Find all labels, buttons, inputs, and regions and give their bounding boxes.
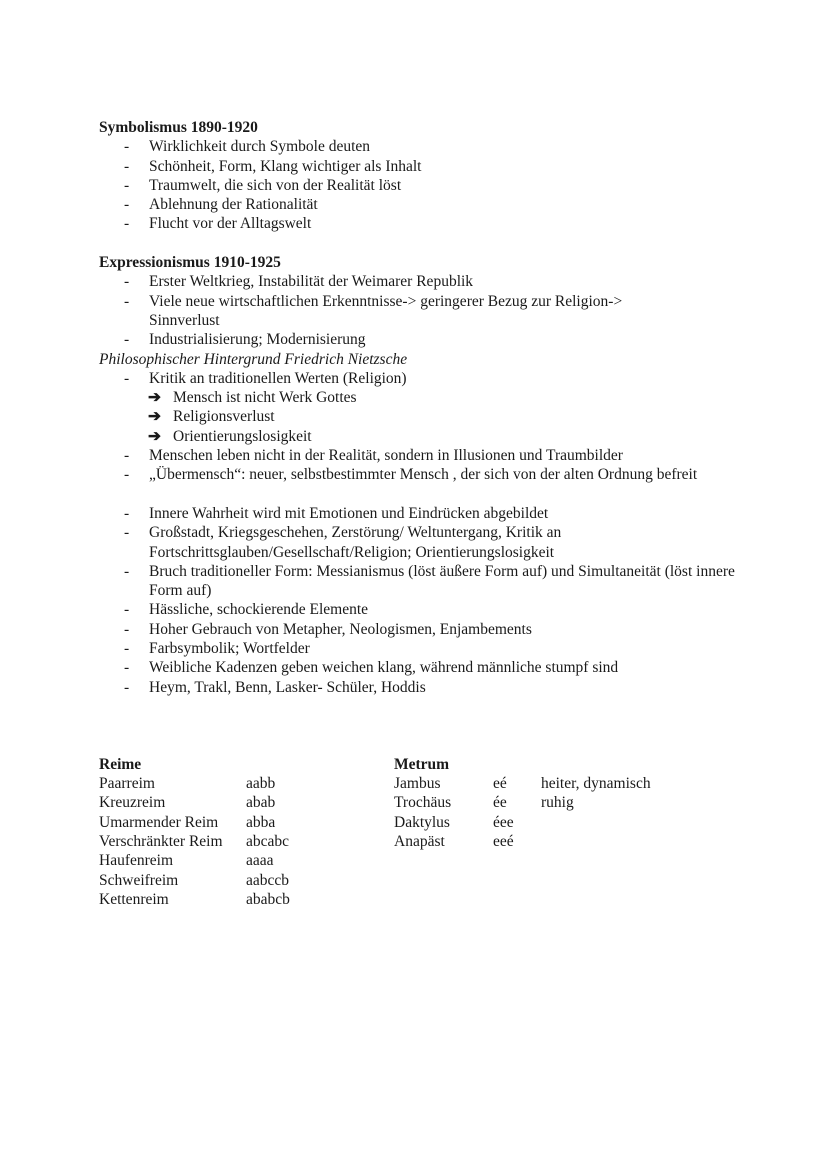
list-item xyxy=(99,369,739,388)
list-item xyxy=(99,195,739,214)
bullet-dash: - xyxy=(124,369,130,387)
metrum-effect: heiter, dynamisch xyxy=(541,775,651,793)
metrum-pattern: eé xyxy=(493,775,507,793)
bullet-dash: - xyxy=(124,659,130,677)
reference-tables xyxy=(99,755,739,915)
list-item xyxy=(99,446,739,465)
list-item xyxy=(99,272,739,291)
list-item-text: Heym, Trakl, Benn, Lasker- Schüler, Hoddis xyxy=(149,678,426,696)
arrow-item xyxy=(99,388,739,407)
list-item-text: Schönheit, Form, Klang wichtiger als Inhalt xyxy=(149,157,422,175)
list-item xyxy=(99,658,739,677)
arrow-item xyxy=(99,407,739,426)
list-item-text: Hoher Gebrauch von Metapher, Neologismen, Enjambements xyxy=(149,620,532,638)
reime-heading: Reime xyxy=(99,755,142,773)
arrow-item-text: Mensch ist nicht Werk Gottes xyxy=(173,389,357,407)
reim-name: Schweifreim xyxy=(99,871,179,889)
list-item xyxy=(99,639,739,658)
bullet-dash: - xyxy=(124,138,130,156)
bullet-dash: - xyxy=(124,196,130,214)
list-item xyxy=(99,176,739,195)
list-item-text: Großstadt, Kriegsgeschehen, Zerstörung/ Weltuntergang, Kritik an Fortschrittsglauben/Gesellschaft/Religion; Orientierungslosigkeit xyxy=(149,524,562,561)
list-item-text: Wirklichkeit durch Symbole deuten xyxy=(149,138,371,156)
bullet-dash: - xyxy=(124,678,130,696)
arrow-item-text: Orientierungslosigkeit xyxy=(173,427,312,445)
bullet-dash: - xyxy=(124,331,130,349)
expressionismus-heading: Expressionismus 1910-1925 xyxy=(99,254,281,272)
reim-scheme: ababcb xyxy=(246,890,290,908)
reim-name: Verschränkter Reim xyxy=(99,832,223,850)
reim-scheme: aaaa xyxy=(246,852,274,870)
bullet-dash: - xyxy=(124,273,130,291)
list-item xyxy=(99,137,739,156)
reim-name: Umarmender Reim xyxy=(99,813,219,831)
metrum-name: Trochäus xyxy=(394,794,452,812)
metrum-name: Jambus xyxy=(394,775,441,793)
list-item-text: Menschen leben nicht in der Realität, sondern in Illusionen und Traumbilder xyxy=(149,447,623,465)
reim-scheme: abcabc xyxy=(246,832,290,850)
arrow-item-text: Religionsverlust xyxy=(173,408,275,426)
metrum-names-column xyxy=(394,755,451,851)
bullet-dash: - xyxy=(124,466,130,484)
list-item xyxy=(99,562,759,601)
list-item xyxy=(99,214,739,233)
bullet-dash: - xyxy=(124,447,130,465)
reim-name: Haufenreim xyxy=(99,852,174,870)
list-item xyxy=(99,600,739,619)
list-item-text: Flucht vor der Alltagswelt xyxy=(149,215,312,233)
reim-name: Kettenreim xyxy=(99,890,169,908)
list-item xyxy=(99,465,749,484)
list-item-text: Erster Weltkrieg, Instabilität der Weimarer Republik xyxy=(149,273,474,291)
list-item xyxy=(99,330,739,349)
list-item-text: Hässliche, schockierende Elemente xyxy=(149,601,369,619)
metrum-effect: ruhig xyxy=(541,794,574,812)
list-item-text: Ablehnung der Rationalität xyxy=(149,196,318,214)
bullet-dash: - xyxy=(124,562,130,580)
reim-scheme: aabccb xyxy=(246,871,290,889)
metrum-pattern: eeé xyxy=(493,832,514,850)
arrow-right-icon: ➔ xyxy=(148,389,161,407)
reim-scheme: aabb xyxy=(246,775,276,793)
bullet-dash: - xyxy=(124,215,130,233)
list-item xyxy=(99,292,689,331)
reim-scheme: abba xyxy=(246,813,276,831)
bullet-dash: - xyxy=(124,601,130,619)
metrum-pattern: éee xyxy=(493,813,514,831)
arrow-item xyxy=(99,427,739,446)
reim-scheme: abab xyxy=(246,794,276,812)
metrum-name: Daktylus xyxy=(394,813,450,831)
reime-names-column xyxy=(99,755,223,909)
bullet-dash: - xyxy=(124,292,130,310)
document-page xyxy=(99,118,739,915)
metrum-pattern: ée xyxy=(493,794,507,812)
metrum-pattern-column xyxy=(493,755,514,851)
list-item-text: Viele neue wirtschaftlichen Erkenntnisse-> geringerer Bezug zur Religion-> Sinnverlust xyxy=(149,292,623,329)
list-item-text: Farbsymbolik; Wortfelder xyxy=(149,640,310,658)
reim-name: Paarreim xyxy=(99,775,155,793)
list-item xyxy=(99,678,739,697)
bullet-dash: - xyxy=(124,640,130,658)
list-item-text: Bruch traditioneller Form: Messianismus (löst äußere Form auf) und Simultaneität (löst innere Form auf) xyxy=(149,562,735,600)
bullet-dash: - xyxy=(124,524,130,542)
list-item-text: Traumwelt, die sich von der Realität löst xyxy=(149,176,402,194)
symbolismus-heading: Symbolismus 1890-1920 xyxy=(99,119,258,136)
list-item xyxy=(99,504,739,523)
list-item-text: Kritik an traditionellen Werten (Religion) xyxy=(149,369,407,387)
list-item xyxy=(99,523,649,562)
list-item xyxy=(99,620,739,639)
arrow-right-icon: ➔ xyxy=(148,408,161,426)
list-item-text: „Übermensch“: neuer, selbstbestimmter Mensch , der sich von der alten Ordnung befreit xyxy=(149,466,698,484)
reim-name: Kreuzreim xyxy=(99,794,166,812)
arrow-right-icon: ➔ xyxy=(148,427,161,445)
list-item-text: Innere Wahrheit wird mit Emotionen und Eindrücken abgebildet xyxy=(149,504,549,522)
list-item-text: Weibliche Kadenzen geben weichen klang, während männliche stumpf sind xyxy=(149,659,619,677)
bullet-dash: - xyxy=(124,176,130,194)
reime-scheme-column xyxy=(246,755,290,909)
metrum-effect-column xyxy=(541,755,651,813)
bullet-dash: - xyxy=(124,504,130,522)
philosophy-subheading: Philosophischer Hintergrund Friedrich Nietzsche xyxy=(99,350,408,368)
list-item-text: Industrialisierung; Modernisierung xyxy=(149,331,366,349)
symbolismus-list xyxy=(99,137,739,233)
bullet-dash: - xyxy=(124,157,130,175)
bullet-dash: - xyxy=(124,620,130,638)
metrum-heading: Metrum xyxy=(394,755,450,773)
metrum-name: Anapäst xyxy=(394,832,445,850)
list-item xyxy=(99,157,739,176)
